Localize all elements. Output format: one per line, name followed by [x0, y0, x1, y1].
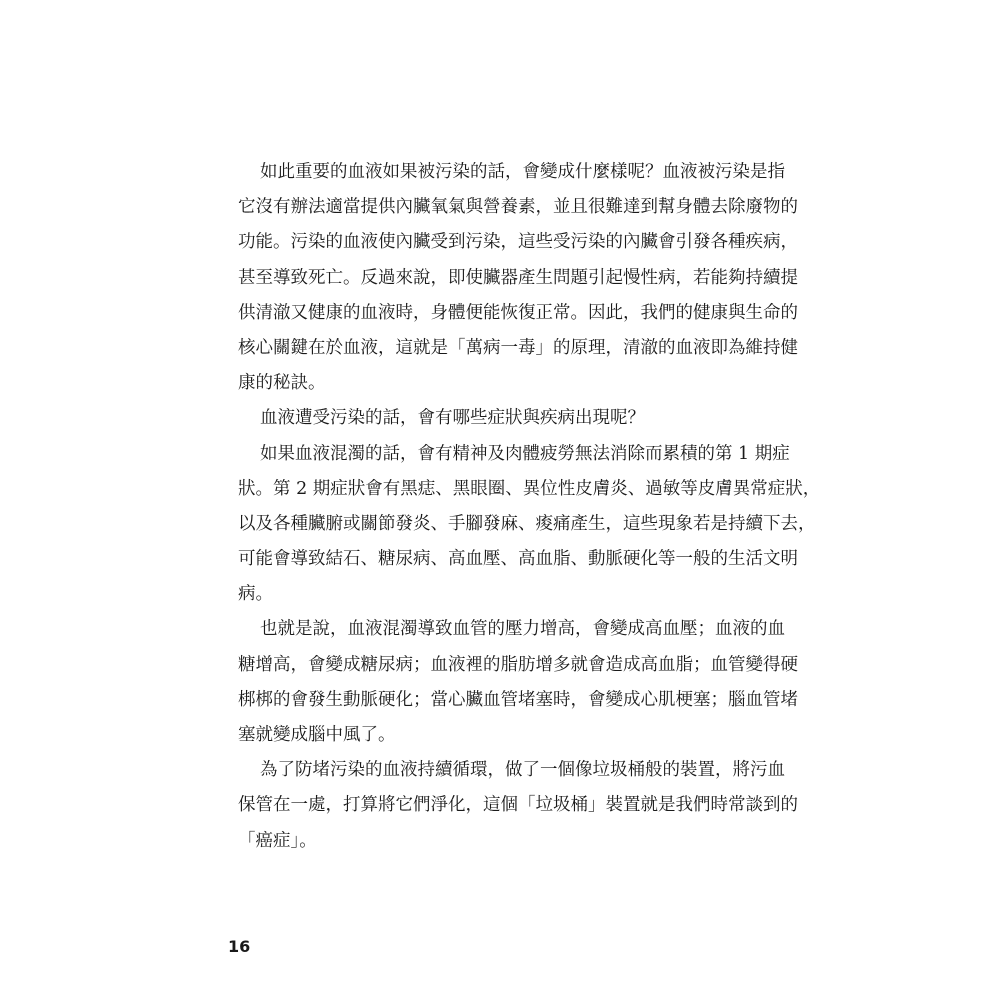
paragraph-line: 狀。第 2 期症狀會有黑痣、黑眼圈、異位性皮膚炎、過敏等皮膚異常症狀， [238, 478, 821, 499]
page-number: 16 [228, 937, 251, 956]
paragraph-line: 糖增高，會變成糖尿病；血液裡的脂肪增多就會造成高血脂；血管變得硬 [238, 654, 798, 675]
paragraph-line: 為了防堵污染的血液持續循環，做了一個像垃圾桶般的裝置，將污血 [260, 760, 785, 781]
paragraph-line: 病。 [238, 584, 273, 605]
section-question: 血液遭受污染的話，會有哪些症狀與疾病出現呢？ [260, 408, 645, 429]
paragraph-line: 核心關鍵在於血液，這就是「萬病一毒」的原理，清澈的血液即為維持健 [238, 337, 798, 358]
paragraph-line: 甚至導致死亡。反過來說，即使臟器產生問題引起慢性病，若能夠持續提 [238, 267, 798, 288]
paragraph-line: 康的秘訣。 [238, 373, 326, 394]
paragraph-line: 它沒有辦法適當提供內臟氧氣與營養素，並且很難達到幫身體去除廢物的 [238, 197, 798, 218]
paragraph-line: 也就是說，血液混濁導致血管的壓力增高，會變成高血壓；血液的血 [260, 619, 785, 640]
paragraph-line: 梆梆的會發生動脈硬化；當心臟血管堵塞時，會變成心肌梗塞；腦血管堵 [238, 689, 798, 710]
paragraph-line: 如果血液混濁的話，會有精神及肉體疲勞無法消除而累積的第 1 期症 [260, 443, 790, 464]
paragraph-line: 功能。污染的血液使內臟受到污染，這些受污染的內臟會引發各種疾病， [238, 232, 798, 253]
paragraph-line: 「癌症」。 [238, 830, 317, 851]
paragraph-line: 以及各種臟腑或關節發炎、手腳發麻、痠痛產生，這些現象若是持續下去， [238, 513, 816, 534]
paragraph-line: 塞就變成腦中風了。 [238, 725, 396, 745]
paragraph-line: 可能會導致結石、糖尿病、高血壓、高血脂、動脈硬化等一般的生活文明 [238, 549, 798, 570]
body-text [238, 155, 821, 859]
paragraph-line: 保管在一處，打算將它們淨化，這個「垃圾桶」裝置就是我們時常談到的 [238, 795, 798, 816]
paragraph-line: 如此重要的血液如果被污染的話，會變成什麼樣呢？血液被污染是指 [260, 162, 785, 182]
paragraph-line: 供清澈又健康的血液時，身體便能恢復正常。因此，我們的健康與生命的 [238, 302, 798, 323]
